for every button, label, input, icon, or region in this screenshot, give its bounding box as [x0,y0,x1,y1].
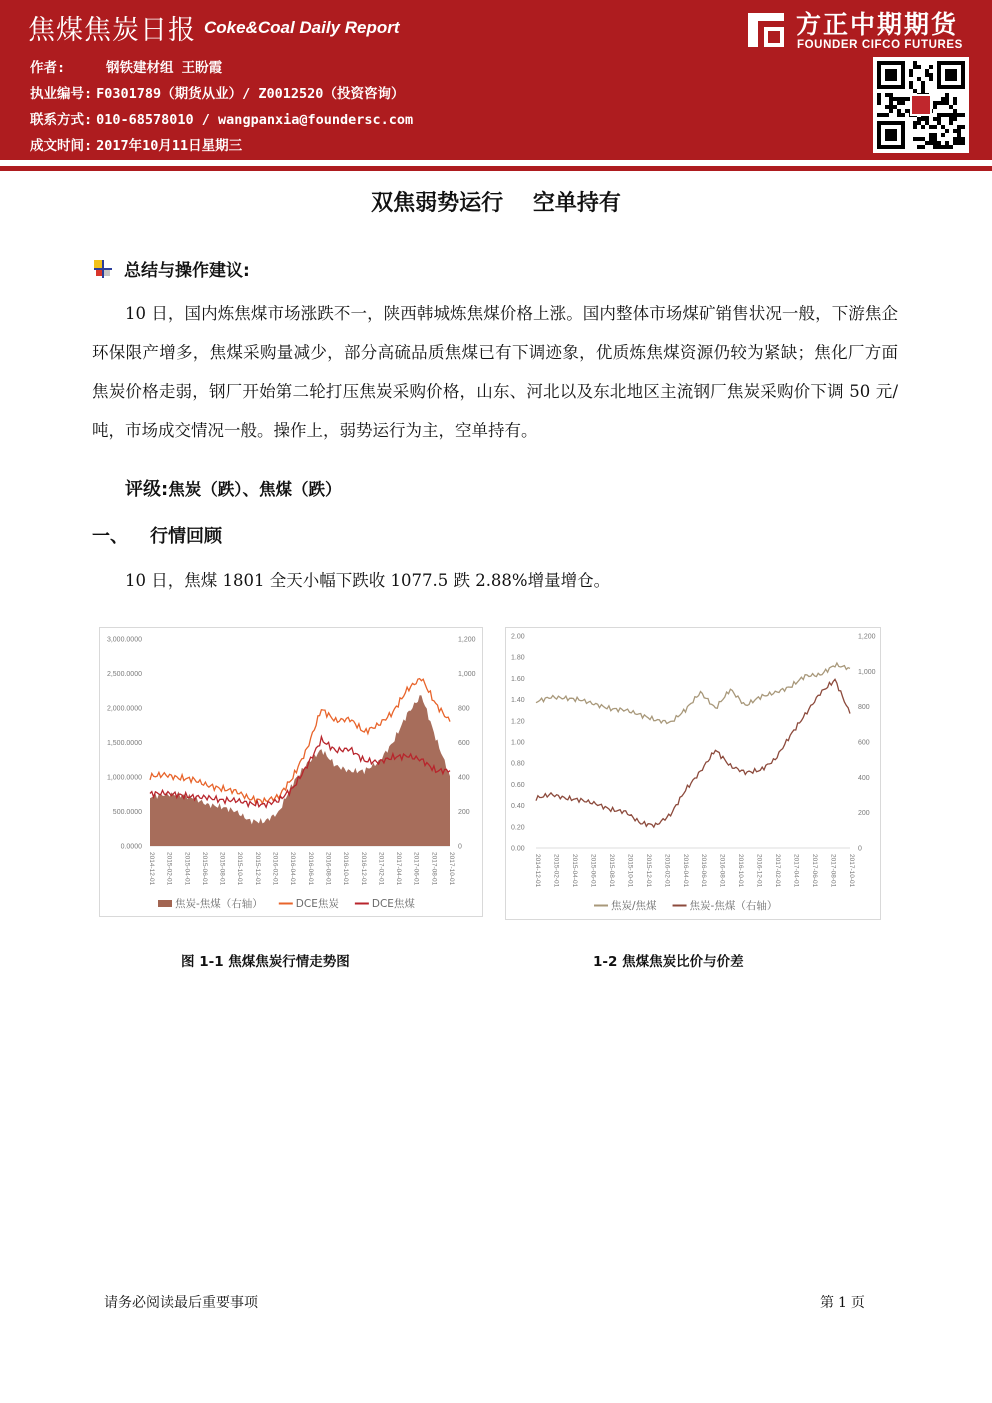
x-axis-tick-label: 2016-10-01 [342,852,350,886]
company-logo [744,7,974,53]
qr-module [897,109,901,113]
qr-module [957,133,961,137]
qr-module [917,121,921,125]
qr-finder [945,69,957,81]
x-axis-tick-label: 2017-02-01 [774,854,782,888]
date-row [30,134,242,154]
qr-module [917,137,921,141]
x-axis-tick-label: 2017-08-01 [430,852,438,886]
qr-module [897,113,901,117]
qr-module [913,125,917,129]
qr-module [953,109,957,113]
date-label: 成文时间: [30,138,93,154]
qr-module [929,141,933,145]
qr-module [957,137,961,141]
summary-heading [92,256,250,281]
qr-module [961,141,965,145]
left-axis-tick-label: 0.60 [511,781,525,789]
qr-module [889,105,893,109]
qr-module [917,65,921,69]
right-axis-tick-label: 800 [458,705,470,713]
x-axis-tick-label: 2017-08-01 [829,854,837,888]
left-axis-tick-label: 1.80 [511,654,525,662]
qr-module [953,101,957,105]
qr-module [937,117,941,121]
qr-module [917,117,921,121]
right-axis-tick-label: 1,000 [858,668,876,676]
qr-module [941,97,945,101]
left-axis-tick-label: 1,500.0000 [106,740,142,747]
page-prefix: 第 [820,1295,834,1311]
qr-module [885,113,889,117]
x-axis-tick-label: 2017-10-01 [448,852,455,886]
qr-module [913,65,917,69]
qr-module [921,117,925,121]
qr-module [933,125,937,129]
qr-module [885,105,889,109]
qr-module [877,101,881,105]
qr-module [889,93,893,97]
right-axis-tick-label: 200 [458,809,470,816]
x-axis-tick-label: 2016-02-01 [271,852,279,886]
qr-module [953,113,957,117]
qr-module [941,145,945,149]
page-suffix: 页 [850,1295,865,1311]
qr-module [909,81,913,85]
qr-module [937,121,941,125]
author-row [30,56,222,76]
report-title-en: Coke&Coal Daily Report [204,18,400,37]
qr-module [925,117,929,121]
qr-module [889,101,893,105]
qr-module [925,141,929,145]
qr-module [921,137,925,141]
right-axis-tick-label: 800 [858,704,870,712]
qr-module [945,141,949,145]
qr-module [917,145,921,149]
qr-module [925,73,929,77]
founder-logo-icon [744,9,788,51]
qr-module [957,113,961,117]
qr-module [957,141,961,145]
qr-module [909,85,913,89]
qr-module [925,69,929,73]
x-axis-tick-label: 2016-04-01 [681,854,689,888]
qr-module [929,77,933,81]
right-axis-tick-label: 1,000 [458,671,476,678]
chart1-caption: 图 1-1 焦煤焦炭行情走势图 [181,954,350,970]
qr-module [949,117,953,121]
qr-module [953,137,957,141]
rating-value: 焦炭（跌）、焦煤（跌） [168,480,342,499]
x-axis-tick-label: 2016-12-01 [755,854,763,888]
right-axis-tick-label: 1,200 [458,636,476,644]
qr-module [945,113,949,117]
logo-en-text: FOUNDER CIFCO FUTURES [797,39,963,51]
x-axis-tick-label: 2016-04-01 [289,852,297,886]
right-axis-tick-label: 1,200 [858,633,876,641]
legend-label-2: DCE焦煤 [371,898,415,910]
section-heading [92,522,222,548]
left-axis-tick-label: 0.00 [511,845,525,853]
qr-module [945,97,949,101]
document-title: 双焦弱势运行 空单持有 [371,191,621,216]
legend-label-1: 焦炭-焦煤（右轴） [689,900,778,912]
right-axis-tick-label: 600 [458,740,470,747]
x-axis-tick-label: 2014-12-01 [148,852,155,886]
chart2-caption: 1-2 焦煤焦炭比价与价差 [593,954,744,970]
qr-module [901,97,905,101]
x-axis-tick-label: 2017-04-01 [792,854,800,888]
contact-value[interactable]: 010-68578010 / wangpanxia@foundersc.com [96,112,414,128]
right-axis-tick-label: 400 [858,774,870,782]
date-value: 2017年10月11日星期三 [96,138,243,154]
qr-module [877,93,881,97]
x-axis-tick-label: 2014-12-01 [534,854,541,888]
qr-module [953,117,957,121]
left-axis-tick-label: 1.00 [511,739,525,747]
qr-module [961,113,965,117]
left-axis-tick-label: 1.40 [511,697,525,705]
left-axis-tick-label: 0.80 [511,760,525,768]
left-axis-tick-label: 2,000.0000 [106,705,142,713]
right-axis-tick-label: 0 [858,845,862,853]
qr-module [885,93,889,97]
x-axis-tick-label: 2015-06-01 [589,854,597,888]
chart-ratio-spread-svg [506,628,880,919]
qr-module [913,137,917,141]
author-label: 作者: [30,60,66,76]
qr-module [933,101,937,105]
header-divider [0,166,992,171]
x-axis-tick-label: 2015-10-01 [626,854,634,888]
qr-module [889,97,893,101]
qr-finder [885,129,897,141]
rating-label: 评级: [125,479,169,500]
qr-module [953,141,957,145]
report-title: 焦煤焦炭日报 [28,15,196,46]
qr-module [929,137,933,141]
series-line-0 [536,663,850,724]
right-axis-tick-label: 0 [458,843,462,851]
qr-module [953,97,957,101]
market-review-text: 10 日，焦煤 1801 全天小幅下跌收 1077.5 跌 2.88%增量增仓。 [125,571,611,590]
qr-module [945,145,949,149]
qr-module [913,89,917,93]
series-area-0 [150,695,450,846]
qr-module [961,125,965,129]
qr-module [949,105,953,109]
qr-module [881,113,885,117]
qr-module [933,133,937,137]
qr-module [937,113,941,117]
contact-label: 联系方式: [30,112,93,128]
right-axis-tick-label: 600 [858,739,870,747]
page-num: 1 [838,1295,847,1311]
qr-module [921,89,925,93]
qr-module [893,97,897,101]
right-axis-tick-label: 200 [858,810,870,818]
author-value: 钢铁建材组 王盼霞 [106,60,223,76]
qr-module [893,105,897,109]
x-axis-tick-label: 2016-06-01 [306,852,314,886]
qr-module [941,113,945,117]
qr-module [945,101,949,105]
x-axis-tick-label: 2015-12-01 [644,854,652,888]
x-axis-tick-label: 2016-12-01 [359,852,367,886]
qr-module [917,77,921,81]
qr-module [921,145,925,149]
qr-module [929,133,933,137]
x-axis-tick-label: 2015-08-01 [607,854,615,888]
qr-module [933,141,937,145]
qr-module [933,117,937,121]
qr-center-logo [911,95,931,115]
x-axis-tick-label: 2016-08-01 [718,854,726,888]
qr-module [929,125,933,129]
x-axis-tick-label: 2015-02-01 [552,854,560,888]
qr-module [921,125,925,129]
left-axis-tick-label: 1.20 [511,718,525,726]
qr-module [909,73,913,77]
x-axis-tick-label: 2017-10-01 [848,854,855,888]
bullet-icon [92,259,114,279]
qr-module [889,109,893,113]
legend-label-0: 焦炭-焦煤（右轴） [175,898,263,910]
qr-module [945,93,949,97]
qr-module [905,97,909,101]
left-axis-tick-label: 0.0000 [120,843,142,851]
footer-notice[interactable]: 请务必阅读最后重要事项 [104,1295,258,1311]
left-axis-tick-label: 0.40 [511,803,525,811]
qr-module [913,121,917,125]
page-number [818,1292,867,1312]
left-axis-tick-label: 2,500.0000 [106,671,142,678]
chart-coke-coal-trend-svg [100,628,482,916]
qr-module [957,125,961,129]
qr-module [925,121,929,125]
qr-finder [885,69,897,81]
legend-label-0: 焦炭/焦煤 [611,900,657,912]
qr-module [949,145,953,149]
x-axis-tick-label: 2015-10-01 [236,852,244,886]
license-row [30,82,404,102]
x-axis-tick-label: 2017-06-01 [811,854,819,888]
qr-module [941,125,945,129]
x-axis-tick-label: 2016-06-01 [700,854,708,888]
chart-ratio-spread [505,627,881,920]
qr-module [901,101,905,105]
section-number: 一、 [92,526,128,547]
qr-module [901,113,905,117]
legend-label-1: DCE焦炭 [295,898,339,910]
license-label: 执业编号: [30,86,93,102]
left-axis-tick-label: 1.60 [511,675,525,683]
qr-module [937,145,941,149]
left-axis-tick-label: 500.0000 [112,809,142,816]
qr-module [877,113,881,117]
qr-module [949,121,953,125]
contact-row [30,108,413,128]
logo-cn-text: 方正中期期货 [796,10,959,39]
qr-module [897,101,901,105]
qr-module [961,137,965,141]
x-axis-tick-label: 2017-04-01 [395,852,403,886]
qr-module [909,69,913,73]
x-axis-tick-label: 2016-08-01 [324,852,332,886]
qr-module [929,65,933,69]
x-axis-tick-label: 2015-02-01 [165,852,173,886]
qr-module [905,109,909,113]
right-axis-tick-label: 400 [458,774,470,782]
qr-module [933,137,937,141]
qr-module [941,101,945,105]
left-axis-tick-label: 1,000.0000 [106,774,142,782]
x-axis-tick-label: 2016-02-01 [663,854,671,888]
left-axis-tick-label: 0.20 [511,824,525,832]
qr-module [937,141,941,145]
qr-module [953,129,957,133]
x-axis-tick-label: 2017-06-01 [412,852,420,886]
legend-swatch-0 [158,900,172,907]
chart-coke-coal-trend [99,627,483,917]
qr-module [921,81,925,85]
qr-module [897,97,901,101]
qr-module [937,101,941,105]
left-axis-tick-label: 2.00 [511,633,525,641]
rating-line [125,475,341,501]
qr-code-icon [873,57,969,153]
x-axis-tick-label: 2015-04-01 [570,854,578,888]
qr-module [933,145,937,149]
report-header [0,0,992,160]
left-axis-tick-label: 3,000.0000 [106,636,142,644]
summary-paragraph: 10 日，国内炼焦煤市场涨跌不一，陕西韩城炼焦煤价格上涨。国内整体市场煤矿销售状况一般，下游焦企环保限产增多，焦煤采购量减少，部分高硫品质焦煤已有下调迹象，优质炼焦煤资源仍较为紧缺；焦化厂方面焦炭价格走弱，钢厂开始第二轮打压焦炭采购价格，山东、河北以及东北地区主流钢厂焦炭采购价下调 50 元/吨，市场成交情况一般。操作上，弱势运行为主，空单持有。 [92,304,898,440]
qr-module [933,105,937,109]
x-axis-tick-label: 2015-06-01 [200,852,208,886]
qr-module [941,133,945,137]
x-axis-tick-label: 2015-12-01 [253,852,261,886]
summary-heading-text: 总结与操作建议: [124,261,250,281]
x-axis-tick-label: 2017-02-01 [377,852,385,886]
qr-module [957,129,961,133]
x-axis-tick-label: 2015-08-01 [218,852,226,886]
qr-module [913,61,917,65]
license-value: F0301789（期货从业）/ Z0012520（投资咨询） [96,86,405,102]
qr-module [877,97,881,101]
qr-module [949,113,953,117]
section-title: 行情回顾 [150,526,222,547]
qr-module [929,73,933,77]
x-axis-tick-label: 2016-10-01 [737,854,745,888]
qr-module [921,85,925,89]
x-axis-tick-label: 2015-04-01 [183,852,191,886]
qr-module [945,129,949,133]
